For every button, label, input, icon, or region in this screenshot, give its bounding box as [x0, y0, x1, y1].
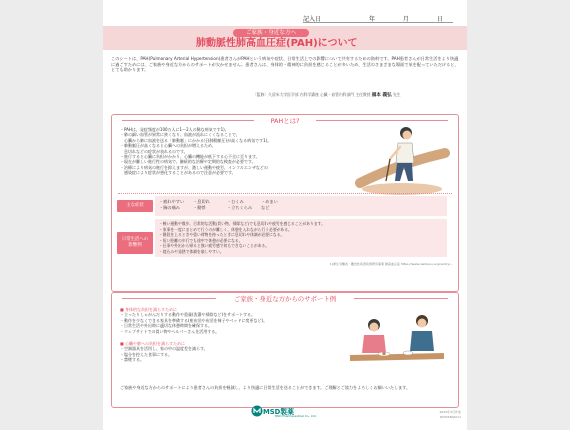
pah-bullet: ・PAHは、発症頻度が100万人に1〜2人の稀な病気です1)。 [120, 127, 229, 132]
date-label: 記入日 [303, 16, 322, 23]
symptom-item: ・胸の痛み [159, 205, 180, 210]
head-face [403, 131, 412, 140]
page-title: 肺動脈性肺高血圧症(PAH)について [196, 38, 358, 49]
date-underline [303, 22, 453, 23]
person2-face [418, 319, 427, 328]
bowl [403, 351, 413, 355]
support-item: ・空調器具を活用し、家の中の温度差を減らす。 [120, 346, 208, 352]
symptoms-tag: 主な症状 [117, 200, 153, 212]
pah-bullets [120, 127, 271, 176]
doc-date-code: 2025年4月作成 [439, 410, 461, 414]
symptom-item: ・立ちくらみ [227, 205, 253, 210]
pah-bullet: 感染症により症状が悪化することがあるので注意が必要です。 [120, 170, 236, 176]
support-item: ・禁煙する。 [120, 357, 144, 363]
symptom-row [159, 205, 295, 211]
pah-bullet: ・治療により病気の進行を抑えますが、激しい運動や疲労、インフルエンザなどの [120, 164, 268, 170]
support-item: ・日常生活や外出時に適切な休憩時間を確保する。 [120, 323, 212, 329]
support-item: ・塩分を控えた食事にする。 [120, 351, 172, 357]
company-logo-text: MSD製薬 [263, 408, 294, 416]
intro-text: このシートは、PAH(Pulmonary Arterial Hypertension)患者さんがPAHという病気や症状、日常生活上での影響について共有するための資料です。PAH患者さんが日常生活をより快適に過ごすためには、ご家族や身近な方からのサポートが欠かせません。患者さんは、身体的・精神的に負担を感じることが多いため、生活のさまざまな場面で気を配っていただけると、とても助かります。 [111, 56, 459, 73]
pah-bullet: ・進行すると心臓に負担がかかり、心臓の機能が低下する心不全に至ります。 [120, 154, 260, 160]
symptom-item: ・動悸 [193, 205, 206, 210]
symptom-item: ・疲れやすい [159, 199, 185, 204]
closing-text: ご家族や身近な方からのサポートにより患者さんの負担を軽減し、より快適に日常生活を送ることができます。ご理解とご協力をよろしくお願いいたします。 [120, 385, 410, 390]
msd-logo-icon [251, 405, 263, 417]
support-item: ・ウェブサイトでの買い物やヘルパーさんを活用する。 [120, 328, 220, 334]
support-item: ・動作を少なくできる家具を準備する(座布団や布団を椅子やベッドに変更など)。 [120, 317, 268, 323]
symptom-grid [159, 199, 295, 211]
impact-item: ・家事を一度にまとめて行うのが難しく、休憩を入れながら行う必要がある。 [159, 226, 292, 232]
credit-prefix: 〔監修〕久留米大学医学部 内科学講座 心臓・血管内科部門 主任教授 [253, 92, 371, 97]
supervisor-credit [253, 92, 401, 98]
impact-item: ・短い距離の歩行でも途中で休憩が必要になる。 [159, 237, 243, 243]
impact-list [159, 221, 325, 255]
family-meal-illustration [344, 313, 450, 371]
divider-dotted [118, 193, 452, 194]
impact-item: ・仕事や外出から帰ると強い疲労感で何もできないことがある。 [159, 243, 270, 249]
credit-suffix: 先生 [392, 92, 401, 97]
impact-item: ・階段を上るときや重い荷物を持ったときに息切れや体調が必要になる。 [159, 232, 285, 238]
walking-person-illustration [350, 123, 450, 197]
impact-tag [117, 232, 153, 254]
impact-item: ・軽い運動や散歩、日常的な活動(買い物、掃除など)でも息切れや疲労を感じることがあります。 [159, 221, 325, 226]
person2-body [410, 331, 434, 351]
pah-bullet: 心臓から肺に血液を送る「肺動脈」にかかる圧(肺動脈圧)が高くなる病気です1)。 [120, 137, 272, 143]
date-day: 日 [436, 16, 443, 23]
symptom-item: ・息切れ [193, 199, 210, 204]
credit-name: 福本 義弘 [371, 93, 392, 98]
impact-item: ・寝込みや発熱で体調を崩しやすい。 [159, 248, 224, 254]
food [382, 352, 385, 355]
person1-body [362, 335, 386, 353]
audience-pill: ご家族・身近な方へ [233, 29, 309, 37]
support-group-physical [120, 307, 267, 334]
support-heading: ■ 身体的な負担を減らすために [120, 307, 178, 312]
support-group-heart [120, 341, 208, 363]
table [350, 353, 444, 361]
symptom-item: ・めまい [261, 199, 278, 204]
person1-face [370, 323, 379, 332]
pah-bullet: ・現在が難しい進行性の病気で、継続的な治療や定期的な検査が必要です。 [120, 159, 256, 165]
company-logo-subtext: MSD Pharmaceutical Co., Ltd. [275, 414, 317, 418]
torso [396, 143, 414, 163]
pah-bullet: ・肺の細い血管が異常に狭くなり、血液が流れにくくなることで、 [120, 132, 240, 138]
symptom-item: ・むくみ [227, 199, 244, 204]
section-support-box [111, 292, 459, 408]
legs [395, 163, 413, 181]
section-pah-title: PAHとは? [270, 117, 300, 125]
impact-tag-line: 影響例 [128, 243, 142, 248]
document-page [103, 0, 467, 430]
pah-bullet: ・肺動脈圧が高くなると心臓への負担が増えるため、 [120, 143, 216, 149]
date-year: 年 [368, 16, 375, 23]
reference-text: 1)厚生労働省・難治性疾患政策研究事業 肺高血圧症 https://www.nanbyou.or.jp/entry/... [329, 262, 453, 266]
date-month: 月 [402, 16, 409, 23]
doc-id-code: PAH25PA0011 [439, 415, 461, 419]
pah-bullet: 息切れなどの症状が表れるのです。 [120, 148, 188, 154]
section-support-title: ご家族・身近な方からのサポート例 [233, 295, 337, 303]
support-item: ・立ったりしゃがんだりする動作や重量(洗濯や掃除など)をサポートする。 [120, 312, 255, 318]
impact-tag-line: 日常生活への [121, 237, 149, 242]
symptom-item: など [261, 205, 270, 210]
support-heading: ■ 心臓や肺への負担を減らすために [120, 341, 186, 346]
